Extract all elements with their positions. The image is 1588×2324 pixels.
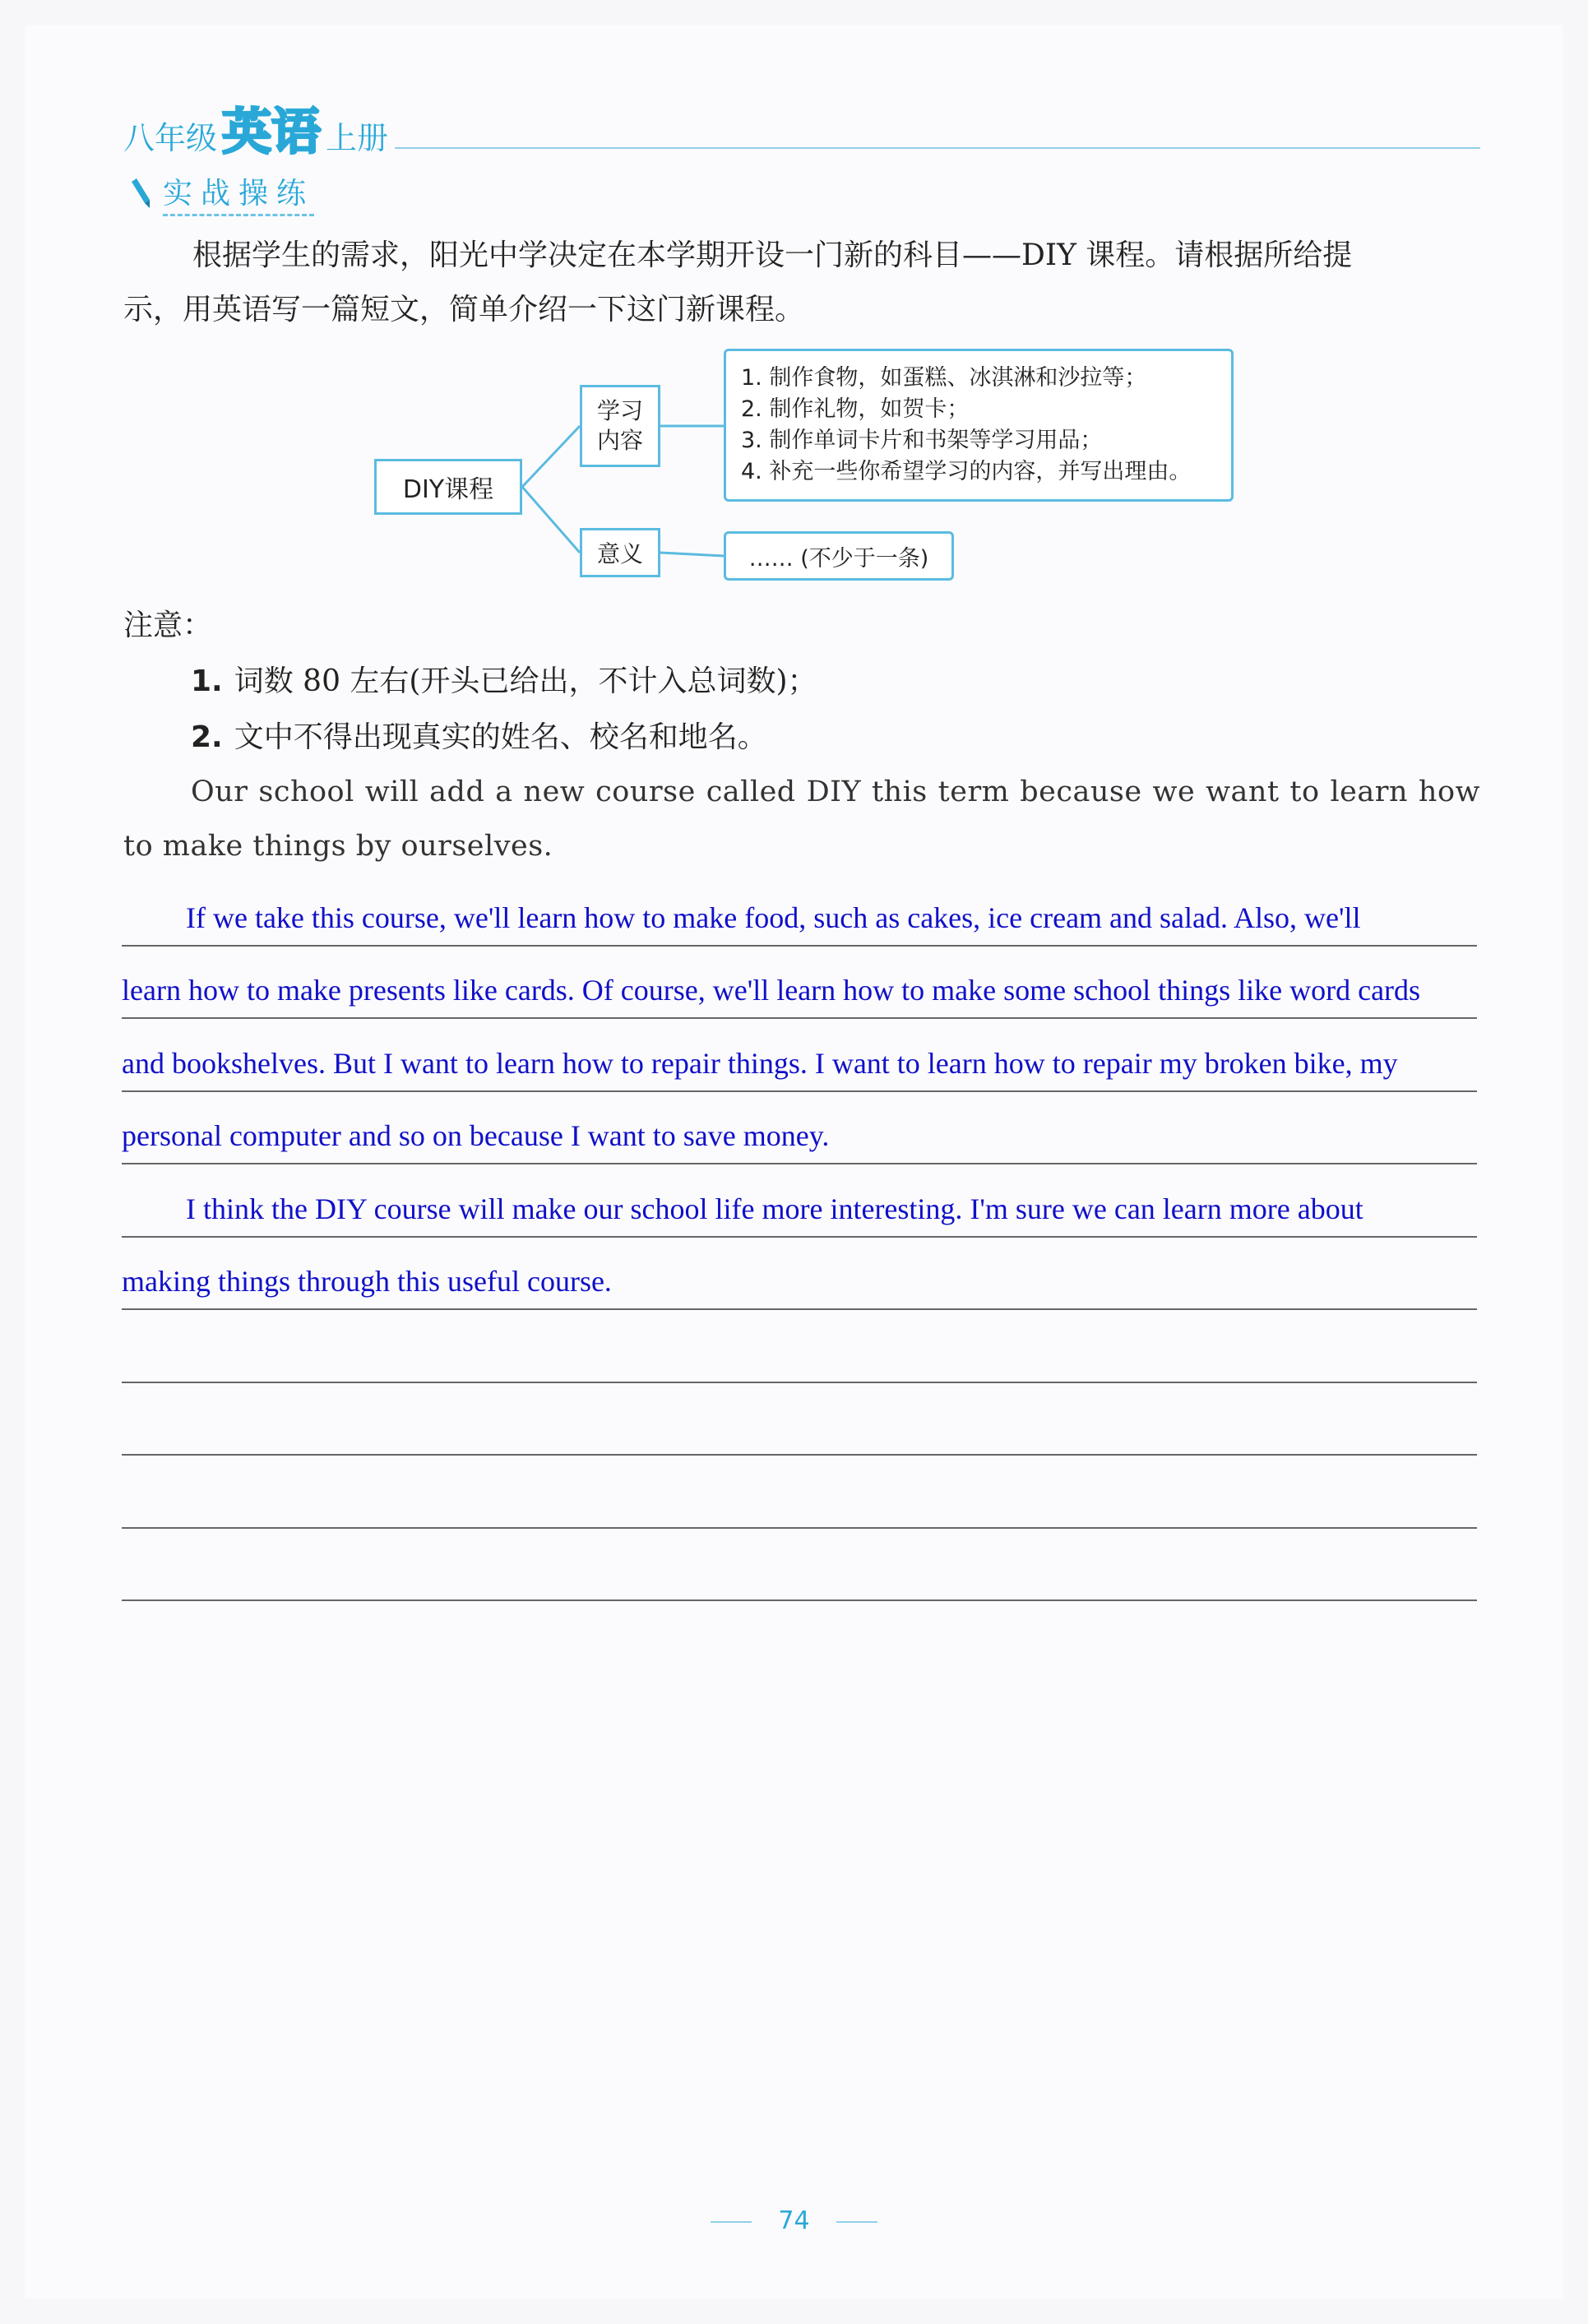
page-number-text: 74 [778, 2206, 810, 2235]
essay-opening [123, 765, 1480, 873]
answer-lines [122, 873, 1477, 1601]
page-header [123, 95, 1480, 160]
note-item [191, 658, 817, 700]
node-learning-content-line2: 内容 [596, 427, 643, 454]
content-item: 4. 补充一些你希望学习的内容，并写出理由。 [741, 459, 1192, 484]
section-heading [125, 169, 314, 218]
node-learning-content [580, 385, 660, 467]
page-number [0, 2206, 1588, 2235]
answer-line[interactable] [122, 1383, 1477, 1456]
content-item: 2. 制作礼物，如贺卡； [741, 396, 970, 422]
answer-line[interactable]: and bookshelves. But I want to learn how to repair things. I want to learn how to repair my broken bike, my [122, 1019, 1477, 1092]
node-content-list [724, 349, 1234, 502]
header-rule [395, 147, 1480, 149]
answer-line[interactable] [122, 1310, 1477, 1383]
note-number: 1. [191, 664, 223, 698]
answer-line[interactable] [122, 1529, 1477, 1602]
prompt-line-1: 根据学生的需求，阳光中学决定在本学期开设一门新的科目——DIY 课程。请根据所给提 [192, 238, 1353, 272]
note-text: 文中不得出现真实的姓名、校名和地名。 [234, 720, 767, 754]
node-diy-course: DIY课程 [374, 459, 522, 515]
node-learning-content-line1: 学习 [596, 397, 643, 424]
prompt-line-2: 示，用英语写一篇短文，简单介绍一下这门新课程。 [123, 293, 805, 326]
node-meaning: 意义 [580, 528, 660, 577]
content-item: 1. 制作食物，如蛋糕、冰淇淋和沙拉等； [741, 365, 1147, 391]
answer-line[interactable] [122, 1456, 1477, 1529]
writing-prompt [123, 229, 1488, 337]
mind-map [370, 344, 1242, 590]
answer-line[interactable]: If we take this course, we'll learn how to make food, such as cakes, ice cream and salad. Also, we'll [122, 873, 1477, 947]
volume-label: 上册 [326, 120, 389, 156]
node-meaning-item: …… (不少于一条) [724, 531, 954, 581]
answer-line[interactable]: learn how to make presents like cards. Of course, we'll learn how to make some school things like word cards [122, 947, 1477, 1020]
answer-line[interactable]: I think the DIY course will make our school life more interesting. I'm sure we can learn more about [122, 1164, 1477, 1238]
section-title: 实战操练 [163, 170, 314, 216]
answer-line[interactable]: making things through this useful course. [122, 1238, 1477, 1311]
content-item: 3. 制作单词卡片和书架等学习用品； [741, 428, 1103, 453]
note-text: 词数 80 左右(开头已给出，不计入总词数)； [234, 664, 817, 698]
pencil-icon [125, 177, 155, 210]
page-number-dash [711, 2221, 752, 2223]
note-number: 2. [191, 720, 223, 754]
page-number-dash [836, 2221, 877, 2223]
note-item [191, 714, 767, 756]
grade-label: 八年级 [123, 120, 218, 156]
subject-title: 英语 [222, 104, 322, 161]
answer-line[interactable]: personal computer and so on because I want to save money. [122, 1092, 1477, 1165]
essay-opening-text: Our school will add a new course called DIY this term because we want to learn how to make things by ourselves. [123, 775, 1480, 863]
notes-title: 注意： [123, 609, 213, 642]
